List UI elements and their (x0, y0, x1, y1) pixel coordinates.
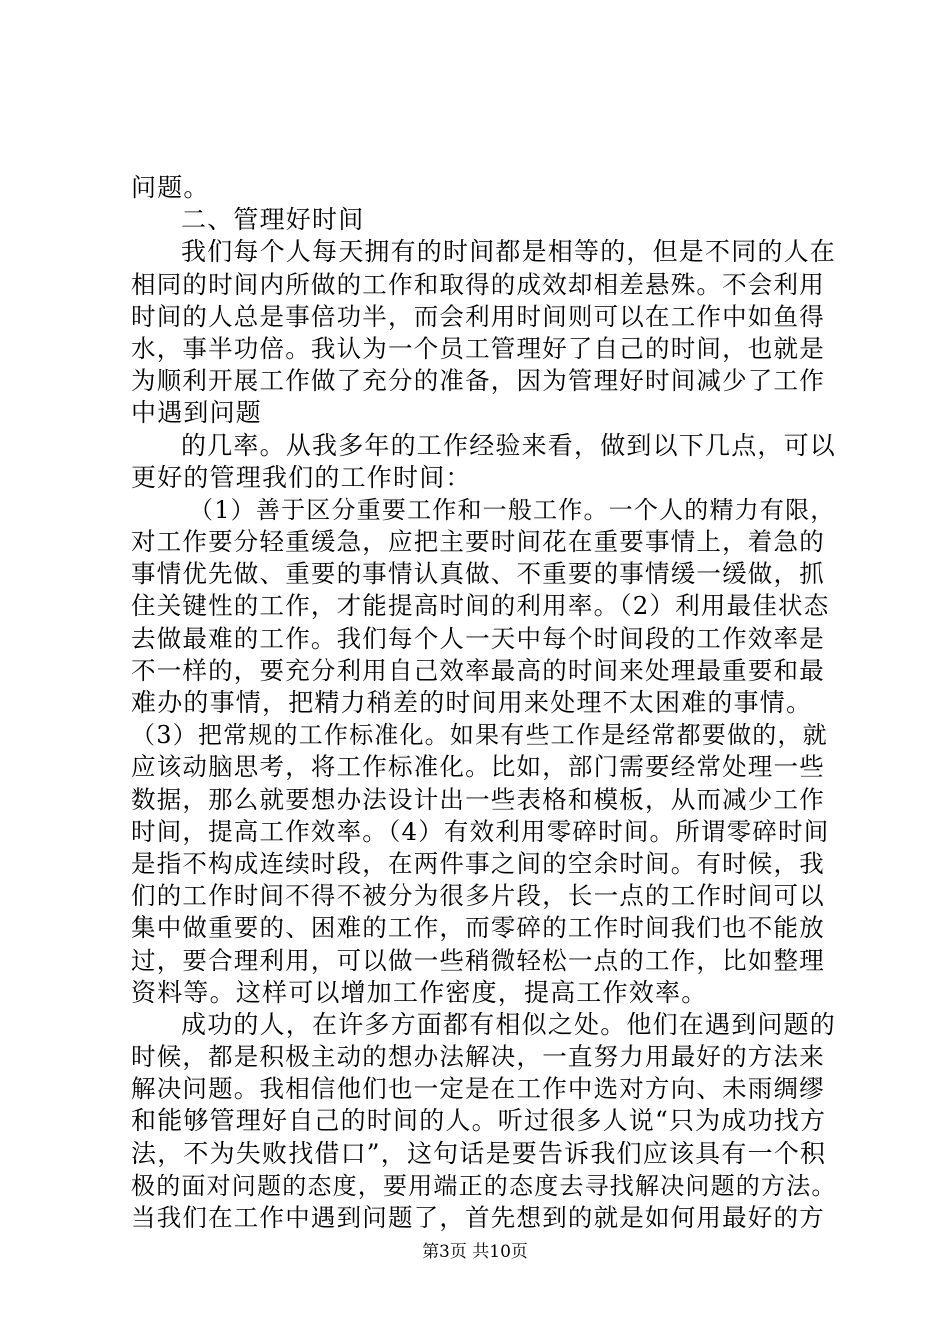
text-line: 相同的时间内所做的工作和取得的成效却相差悬殊。不会利用 (131, 269, 825, 299)
text-line: 极的面对问题的态度，要用端正的态度去寻找解决问题的方法。 (131, 1171, 837, 1200)
text-line: 我们每个人每天拥有的时间都是相等的，但是不同的人在 (181, 237, 837, 267)
section-heading: 二、管理好时间 (181, 205, 365, 235)
text-line: 时候，都是积极主动的想办法解决，一直努力用最好的方法来 (131, 1042, 825, 1072)
text-line: 是指不构成连续时段，在两件事之间的空余时间。有时候，我 (131, 848, 825, 878)
text-line: 集中做重要的、困难的工作，而零碎的工作时间我们也不能放 (131, 913, 825, 943)
text-line: （1）善于区分重要工作和一般工作。一个人的精力有限， (189, 495, 836, 524)
text-line: （3）把常规的工作标准化。如果有些工作是经常都要做的，就 (131, 721, 828, 750)
text-line: 对工作要分轻重缓急，应把主要时间花在重要事情上，着急的 (131, 527, 825, 557)
text-line: 为顺利开展工作做了充分的准备，因为管理好时间减少了工作 (131, 366, 825, 396)
text-line: 过，要合理利用，可以做一些稍微轻松一点的工作，比如整理 (131, 945, 825, 975)
text-line: 去做最难的工作。我们每个人一天中每个时间段的工作效率是 (131, 623, 825, 653)
text-line: 住关键性的工作，才能提高时间的利用率。（2）利用最佳状态 (131, 591, 830, 621)
text-line: 资料等。这样可以增加工作密度，提高工作效率。 (131, 977, 708, 1007)
document-body (131, 172, 837, 1234)
text-line: 解决问题。我相信他们也一定是在工作中选对方向、未雨绸缪 (131, 1074, 825, 1104)
text-line: 水，事半功倍。我认为一个员工管理好了自己的时间，也就是 (131, 333, 825, 363)
text-line: 的几率。从我多年的工作经验来看，做到以下几点，可以 (181, 430, 837, 460)
text-line: 法，不为失败找借口”，这句话是要告诉我们应该具有一个积 (131, 1138, 827, 1168)
text-line: 和能够管理好自己的时间的人。听过很多人说“只为成功找方 (131, 1106, 827, 1136)
text-line: 事情优先做、重要的事情认真做、不重要的事情缓一缓做，抓 (131, 559, 825, 589)
text-line: 不一样的，要充分利用自己效率最高的时间来处理最重要和最 (131, 655, 825, 685)
text-line: 成功的人，在许多方面都有相似之处。他们在遇到问题的 (181, 1009, 837, 1039)
text-line: 当我们在工作中遇到问题了，首先想到的就是如何用最好的方 (131, 1203, 825, 1232)
text-line: 时间的人总是事倍功半，而会利用时间则可以在工作中如鱼得 (131, 301, 825, 331)
text-line: 难办的事情，把精力稍差的时间用来处理不太困难的事情。 (131, 688, 813, 717)
page-number-footer: 第3页 共10页 (422, 1242, 528, 1262)
text-line: 时间，提高工作效率。（4）有效利用零碎时间。所谓零碎时间 (131, 816, 830, 846)
text-line: 数据，那么就要想办法设计出一些表格和模板，从而减少工作 (131, 784, 825, 814)
text-line: 应该动脑思考，将工作标准化。比如，部门需要经常处理一些 (131, 752, 825, 782)
text-line: 问题。 (131, 173, 210, 202)
text-line: 们的工作时间不得不被分为很多片段，长一点的工作时间可以 (131, 881, 825, 911)
text-line: 更好的管理我们的工作时间： (131, 462, 472, 492)
text-line: 中遇到问题 (131, 398, 263, 428)
